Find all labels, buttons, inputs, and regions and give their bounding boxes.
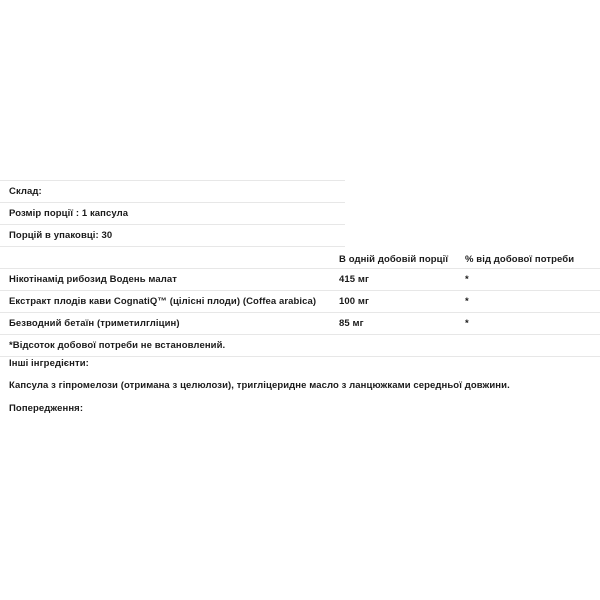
other-ingredients-block bbox=[0, 358, 600, 369]
servings-per-container-row bbox=[0, 224, 600, 246]
ingredient-daily-value: * bbox=[465, 273, 469, 285]
footnote-row bbox=[0, 334, 600, 356]
ingredient-amount: 415 мг bbox=[339, 273, 370, 285]
supplement-info-block bbox=[0, 180, 600, 246]
warnings-block bbox=[0, 403, 600, 414]
column-header-amount: В одній добовій порції bbox=[339, 254, 449, 265]
table-row bbox=[0, 312, 600, 334]
table-header-row bbox=[0, 246, 600, 268]
supplement-facts-table bbox=[0, 246, 600, 356]
other-ingredients-text: Капсула з гіпромелози (отримана з целюлози), тригліцеридне масло з ланцюжками середньої довжини. bbox=[9, 380, 510, 391]
ingredient-amount: 100 мг bbox=[339, 295, 370, 307]
serving-size-row bbox=[0, 202, 600, 224]
table-row bbox=[0, 268, 600, 290]
divider-line bbox=[0, 356, 600, 357]
other-ingredients-text-block bbox=[0, 380, 600, 391]
ingredient-name: Безводний бетаїн (триметилгліцин) bbox=[9, 317, 180, 329]
ingredient-daily-value: * bbox=[465, 295, 469, 307]
table-row bbox=[0, 290, 600, 312]
composition-heading-row bbox=[0, 180, 600, 202]
warnings-heading: Попередження: bbox=[9, 403, 84, 414]
serving-size-label: Розмір порції : 1 капсула bbox=[9, 207, 129, 219]
ingredient-name: Нікотінамід рибозид Водень малат bbox=[9, 273, 178, 285]
ingredient-name: Екстракт плодів кави CognatiQ™ (цілісні плоди) (Coffea arabica) bbox=[9, 295, 317, 307]
ingredient-amount: 85 мг bbox=[339, 317, 364, 329]
daily-value-footnote: *Відсоток добової потреби не встановлений. bbox=[9, 339, 226, 351]
composition-heading: Склад: bbox=[9, 185, 42, 197]
servings-per-container-label: Порцій в упаковці: 30 bbox=[9, 229, 113, 241]
other-ingredients-heading: Інші інгредієнти: bbox=[9, 358, 89, 369]
column-header-daily-value: % від добової потреби bbox=[465, 254, 575, 265]
ingredient-daily-value: * bbox=[465, 317, 469, 329]
